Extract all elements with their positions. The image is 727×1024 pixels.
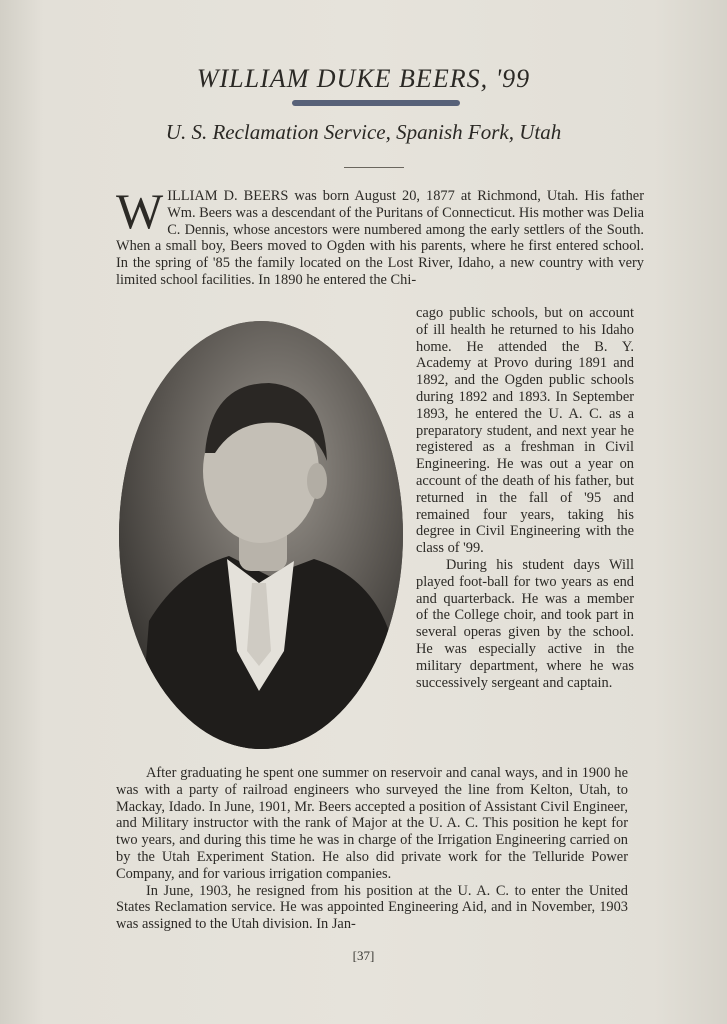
page-subtitle: U. S. Reclamation Service, Spanish Fork, Utah [165, 120, 562, 144]
side-column [416, 305, 634, 691]
divider-rule [344, 167, 404, 168]
side-paragraph-1: cago public schools, but on account of ill health he returned to his Idaho home. He attended the B. Y. Academy at Provo during 1891 and 1892, and the Ogden public schools during 1892 and 1893. In September 1893, he entered the U. A. C. as a preparatory student, and next year he registered as a freshman in Civil Engineering. He was out a year on account of the death of his father, but returned in the fall of '95 and remained four years, taking his degree in Civil Engineering with the class of '99. [416, 305, 634, 557]
ink-underline-mark [292, 100, 460, 106]
drop-cap: W [116, 183, 164, 239]
page-title: WILLIAM DUKE BEERS, '99 [196, 64, 531, 93]
bottom-paragraph-2: In June, 1903, he resigned from his position at the U. A. C. to enter the United States Reclamation service. He was appointed Engineering Aid, and in November, 1903 was assigned to the Utah division. In Jan- [116, 882, 628, 933]
bottom-paragraph-1: After graduating he spent one summer on reservoir and canal ways, and in 1900 he was with a party of railroad engineers who surveyed the line from Kelton, Utah, to Mackay, Idado. In June, 1901, Mr. Beers accepted a position of Assistant Civil Engineer, and Military instructor with the rank of Major at the U. A. C. This position he kept for two years, and during this time he was in charge of the Irrigation Engineering carried on by the Utah Experiment Station. He also did private work for the Telluride Power Company, and for various irrigation companies. [116, 765, 628, 882]
side-paragraph-2: During his student days Will played foot-ball for two years as end and quarterback. He was a member of the College choir, and took part in several operas given by the school. He was especially active in the military department, where he was successively sergeant and captain. [416, 556, 634, 691]
intro-text: ILLIAM D. BEERS was born August 20, 1877 at Richmond, Utah. His father Wm. Beers was a descendant of the Puritans of Connecticut. His mother was Delia C. Dennis, whose ancestors were numbered among the early settlers of the South. When a small boy, Beers moved to Ogden with his parents, where he first entered school. In the spring of '85 the family located on the Lost River, Idaho, a new country with very limited school facilities. In 1890 he entered the Chi- [116, 188, 644, 288]
page-number: [37] [352, 948, 375, 963]
portrait-illustration [119, 321, 403, 749]
bottom-block [116, 765, 628, 933]
intro-paragraph [116, 183, 644, 289]
portrait-photo [119, 321, 403, 749]
